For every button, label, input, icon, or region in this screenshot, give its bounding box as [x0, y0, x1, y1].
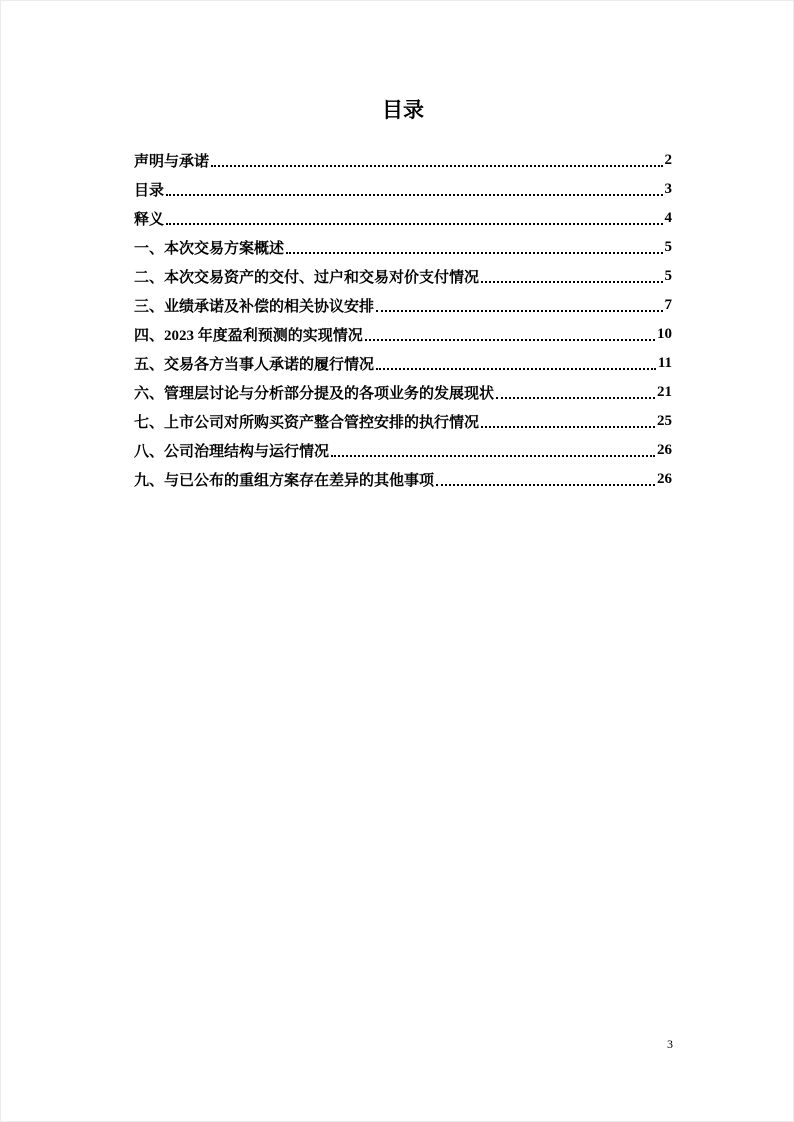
- footer-page-number: 3: [667, 1037, 673, 1051]
- toc-entry: [134, 320, 672, 349]
- toc-entry: [134, 465, 672, 494]
- toc-entry: [134, 262, 672, 291]
- toc-entry-page-number: 5: [664, 239, 672, 255]
- toc-entry-page-number: 10: [657, 326, 672, 342]
- toc-entry-page-number: 4: [664, 210, 672, 226]
- toc-entry: [134, 146, 672, 175]
- toc-entry: [134, 233, 672, 262]
- toc-entry: [134, 436, 672, 465]
- toc-entry-label: 七、上市公司对所购买资产整合管控安排的执行情况: [134, 415, 480, 431]
- dot-leader: [376, 358, 656, 370]
- toc-entry-label: 声明与承诺: [134, 154, 210, 170]
- toc-entry-label: 一、本次交易方案概述: [134, 241, 285, 257]
- toc-entry: [134, 291, 672, 320]
- toc-entry-label: 三、业绩承诺及补偿的相关协议安排: [134, 299, 375, 315]
- dot-leader: [166, 184, 662, 196]
- toc-entry-page-number: 2: [664, 152, 672, 168]
- toc-entry-label: 目录: [134, 183, 165, 199]
- toc-entry: [134, 378, 672, 407]
- toc-entry-label: 六、管理层讨论与分析部分提及的各项业务的发展现状: [134, 386, 495, 402]
- toc-entry-page-number: 11: [657, 355, 672, 371]
- toc-entry-label: 五、交易各方当事人承诺的履行情况: [134, 357, 375, 373]
- toc-entry-label: 八、公司治理结构与运行情况: [134, 444, 330, 460]
- dot-leader: [365, 329, 655, 341]
- toc-entry-page-number: 21: [657, 384, 672, 400]
- dot-leader: [166, 213, 662, 225]
- dot-leader: [211, 155, 662, 167]
- dot-leader: [481, 271, 662, 283]
- toc-entry-page-number: 7: [664, 297, 672, 313]
- toc-entry: [134, 204, 672, 233]
- toc-entry: [134, 175, 672, 204]
- toc-entry-page-number: 26: [657, 442, 672, 458]
- toc-entry-label: 四、2023 年度盈利预测的实现情况: [134, 328, 363, 344]
- toc-entry-page-number: 25: [657, 413, 672, 429]
- toc-entry-page-number: 3: [664, 181, 672, 197]
- toc-entry: [134, 407, 672, 436]
- dot-leader: [331, 445, 655, 457]
- toc-entry-label: 释义: [134, 212, 165, 228]
- dot-leader: [496, 387, 655, 399]
- dot-leader: [286, 242, 662, 254]
- dot-leader: [436, 474, 655, 486]
- page-title: 目录: [382, 99, 424, 122]
- toc-entry-page-number: 26: [657, 471, 672, 487]
- toc-entry: [134, 349, 672, 378]
- toc-entry-page-number: 5: [664, 268, 672, 284]
- toc-list: [134, 146, 672, 494]
- dot-leader: [376, 300, 662, 312]
- toc-entry-label: 二、本次交易资产的交付、过户和交易对价支付情况: [134, 270, 480, 286]
- dot-leader: [481, 416, 655, 428]
- toc-entry-label: 九、与已公布的重组方案存在差异的其他事项: [134, 473, 435, 489]
